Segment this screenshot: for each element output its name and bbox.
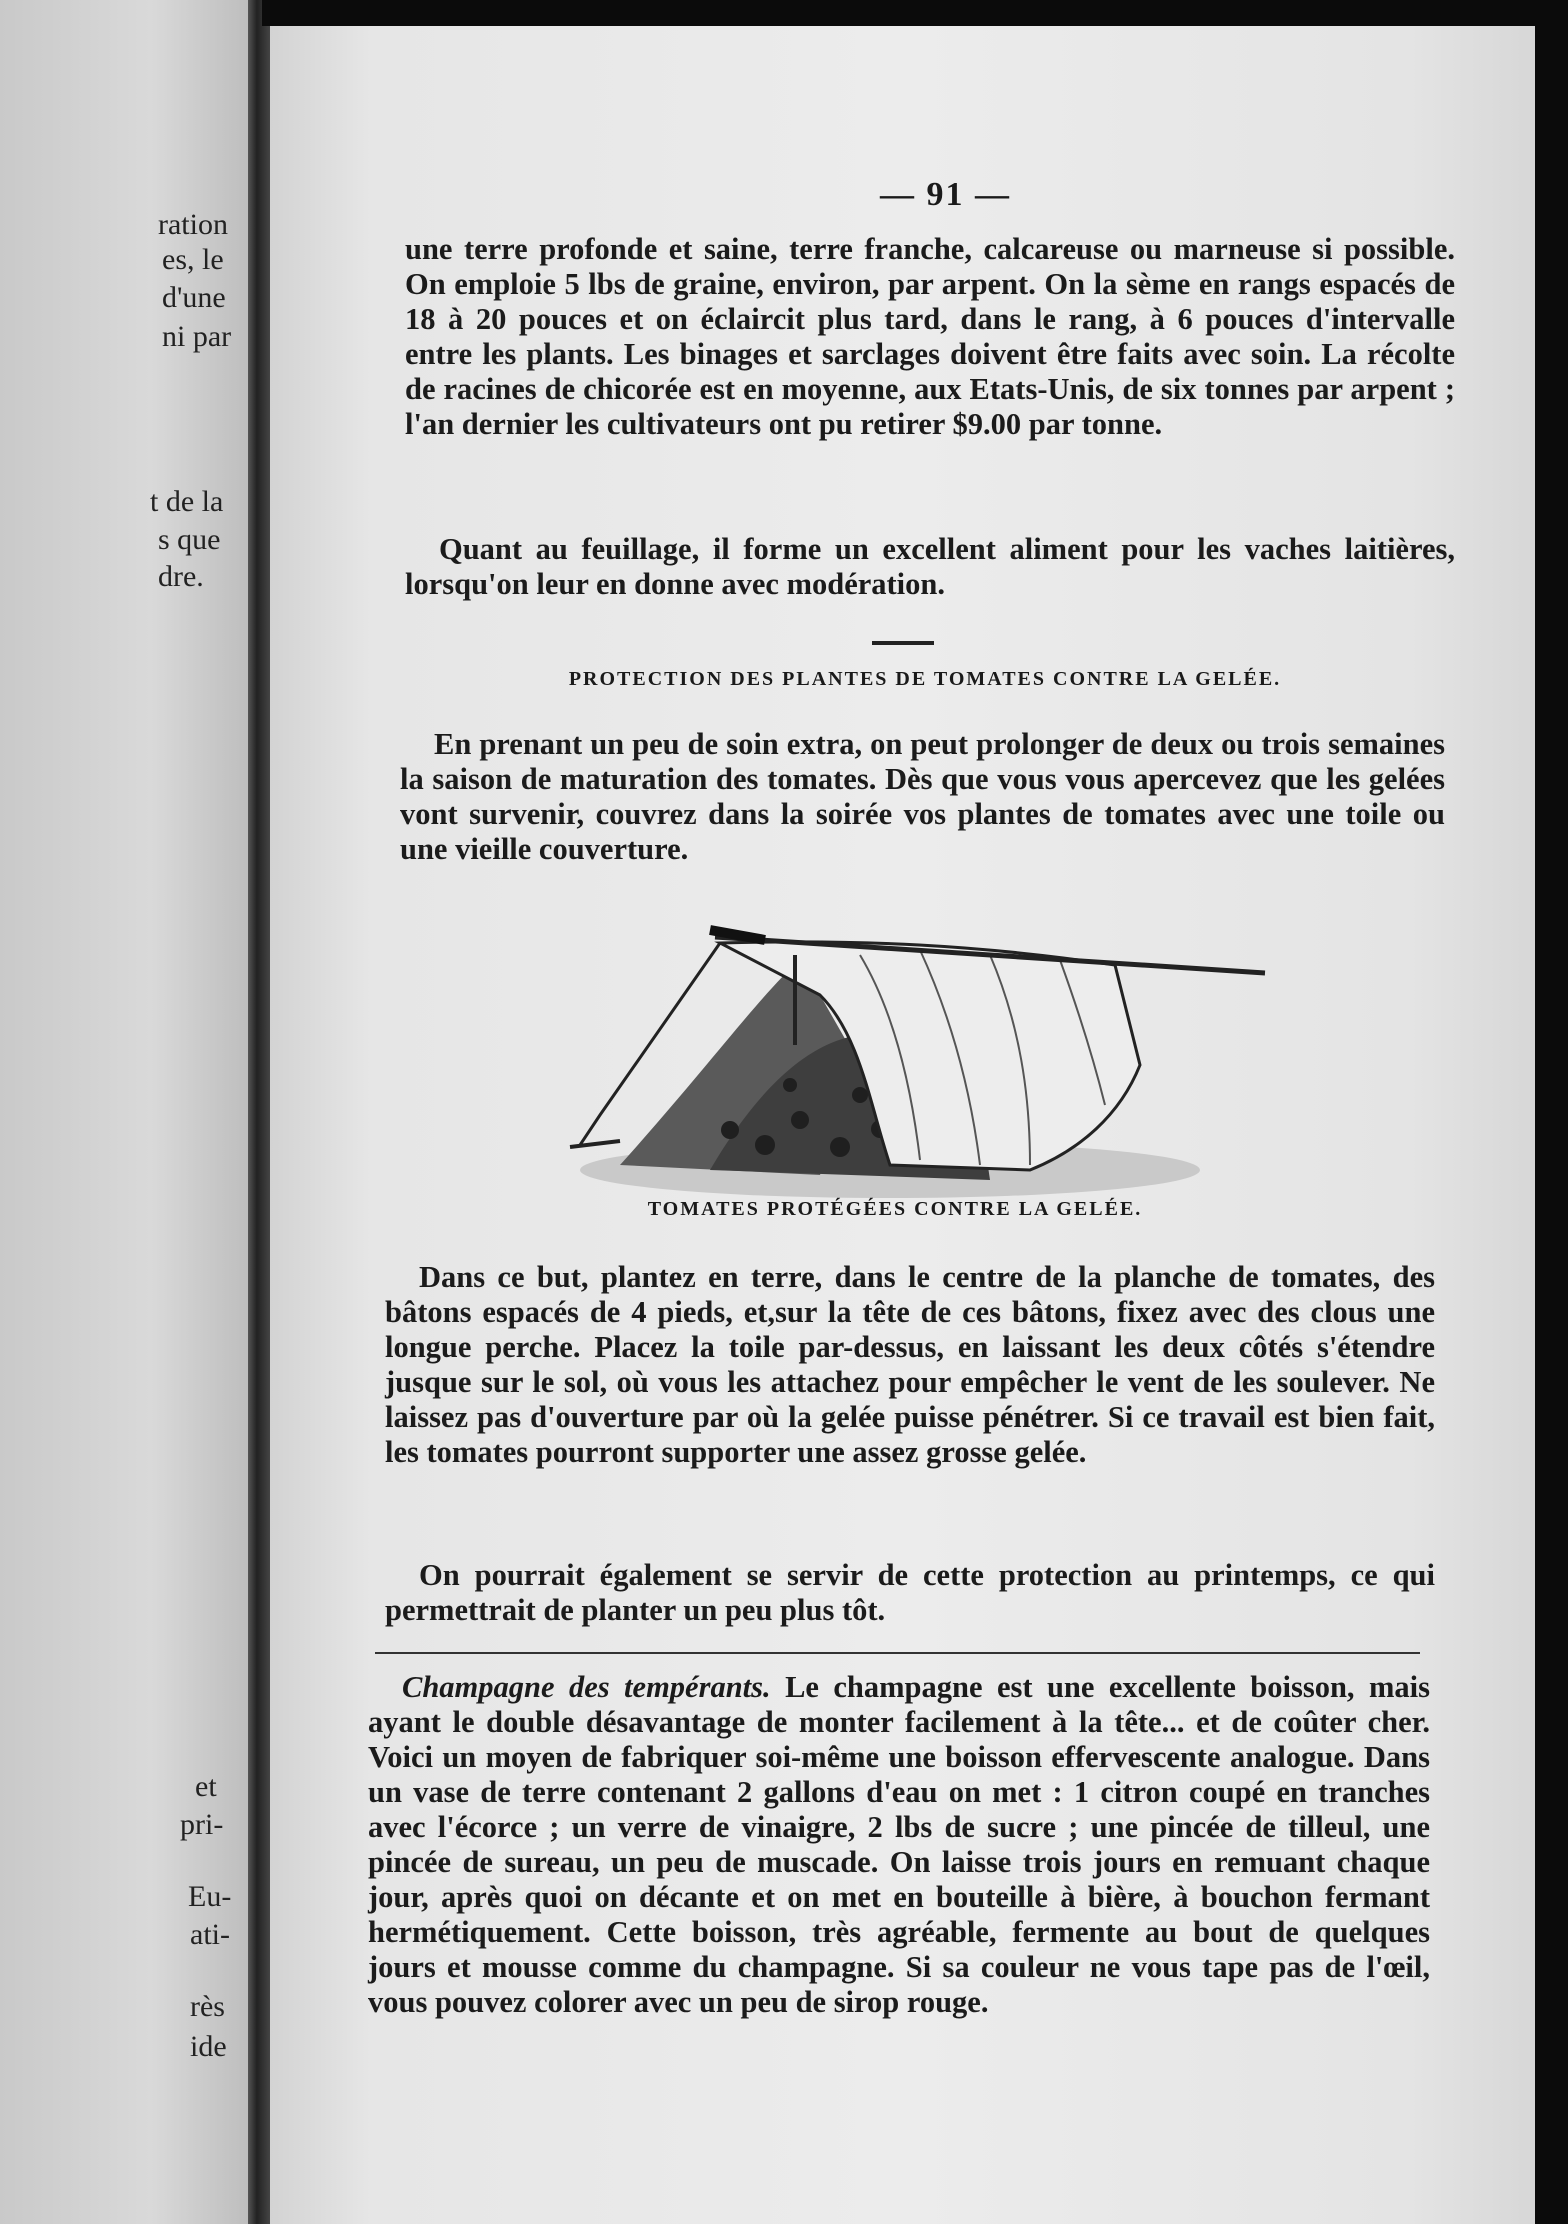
scan-border-right bbox=[1535, 0, 1568, 2224]
paragraph-instructions: Dans ce but, plantez en terre, dans le centre de la planche de tomates, des bâtons espacés de 4 pieds, et,sur la tête de ces bâtons, fixez avec des clous une longue perche. Placez la toile par-dessus, en laissant les deux côtés s'étendre jusque sur le sol, où vous les attachez pour empêcher le vent de les soulever. Ne laissez pas d'ouverture par où la gelée puisse pénétrer. Si ce travail est bien fait, les tomates pourront supporter une assez grosse gelée. bbox=[385, 1260, 1435, 1469]
left-fragment: ati- bbox=[190, 1918, 230, 1951]
left-page-margin bbox=[0, 0, 252, 2224]
paragraph-chicory-cultivation: une terre profonde et saine, terre franche, calcareuse ou marneuse si possible. On emploie 5 lbs de graine, environ, par arpent. On la sème en rangs espacés de 18 à 20 pouces et on éclaircit plus tard, dans le rang, à 6 pouces d'intervalle entre les plants. Les binages et sarclages doivent être faits avec soin. La récolte de racines de chicorée est en moyenne, aux Etats-Unis, de six tonnes par arpent ; l'an dernier les cultivateurs ont pu retirer $9.00 par tonne. bbox=[405, 232, 1455, 441]
ground-stake bbox=[570, 1141, 620, 1147]
left-fragment: ide bbox=[190, 2030, 227, 2063]
paragraph-spring-use: On pourrait également se servir de cette protection au printemps, ce qui permettrait de planter un peu plus tôt. bbox=[385, 1558, 1435, 1627]
left-fragment: s que bbox=[158, 523, 221, 556]
champagne-body: Le champagne est une excellente boisson, mais ayant le double désavantage de monter facilement à la tête... et de coûter cher. Voici un moyen de fabriquer soi-même une boisson effervescente analogue. Dans un vase de terre contenant 2 gallons d'eau on met : 1 citron coupé en tranches avec l'écorce ; un verre de vinaigre, 2 lbs de sucre ; une pincée de tilleul, une pincée de sureau, un peu de muscade. On laisse trois jours en remuant chaque jour, après quoi on décante et on met en bouteille à bière, à bouchon fermant hermétiquement. Cette boisson, très agréable, fermente au bout de quelques jours et mousse comme du champagne. Si sa couleur ne vous tape pas de l'œil, vous pouvez colorer avec un peu de sirop rouge. bbox=[368, 1670, 1430, 2019]
left-fragment: ration bbox=[158, 208, 228, 241]
tomato-cover-illustration bbox=[560, 915, 1280, 1205]
left-fragment: d'une bbox=[162, 281, 226, 314]
section-divider bbox=[872, 641, 934, 645]
paragraph-champagne bbox=[368, 1670, 1430, 2020]
paragraph-foliage: Quant au feuillage, il forme un excellent aliment pour les vaches laitières, lorsqu'on leur en donne avec modération. bbox=[405, 532, 1455, 601]
page-number: — 91 — bbox=[880, 176, 1011, 213]
left-fragment: es, le bbox=[162, 243, 224, 276]
left-fragment: ni par bbox=[162, 320, 232, 353]
paragraph-protection-intro: En prenant un peu de soin extra, on peut prolonger de deux ou trois semaines la saison de maturation des tomates. Dès que vous vous apercevez que les gelées vont survenir, couvrez dans la soirée vos plantes de tomates avec une toile ou une vieille couverture. bbox=[400, 727, 1445, 866]
left-fragment: rès bbox=[190, 1990, 225, 2023]
left-fragment: Eu- bbox=[188, 1880, 232, 1913]
left-fragment: dre. bbox=[158, 560, 204, 593]
section-rule bbox=[375, 1652, 1420, 1654]
section-heading: PROTECTION DES PLANTES DE TOMATES CONTRE LA GELÉE. bbox=[568, 668, 1282, 690]
scan-border-top bbox=[262, 0, 1535, 26]
left-fragment: pri- bbox=[180, 1808, 224, 1841]
champagne-title: Champagne des tempérants. bbox=[402, 1670, 771, 1704]
book-gutter bbox=[248, 0, 270, 2224]
figure-caption: TOMATES PROTÉGÉES CONTRE LA GELÉE. bbox=[647, 1198, 1143, 1220]
left-fragment: t de la bbox=[150, 485, 224, 518]
left-fragment: et bbox=[195, 1770, 217, 1803]
